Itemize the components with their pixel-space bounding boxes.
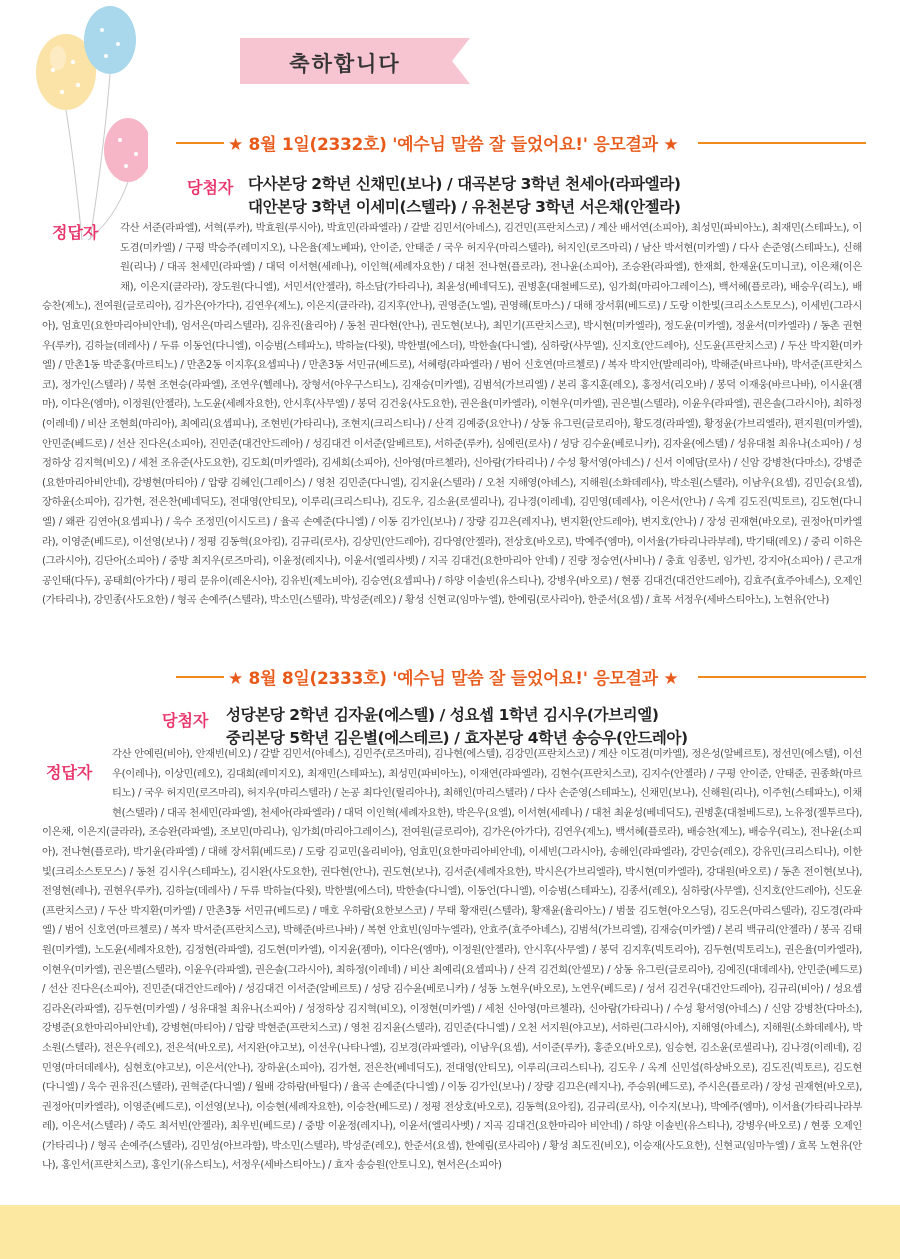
section2-winners-line2: 중리본당 5학년 김은별(에스테르) / 효자본당 4학년 송승우(안드레아) [226, 729, 688, 747]
divider [176, 676, 224, 678]
section1-answers [42, 219, 862, 639]
section2-answers-text: 각산 안예린(비아), 안재빈(비오) / 갈밭 김민서(아녜스), 김민주(로즈마리), 김나현(에스텔), 김강민(프란치스코) / 계산 이도겸(미카엘), 정은성(알베르토), 정선민(에스텔), 이선우(이레나), 이상민(레오), 김대희(레미지오), 최재민(스테파노), 최성민(파비아노), 이재연(라파엘라), 김현수(프란치스코), 김지수(안젤라) / 구평 안이준, 안태준, 권종화(마르티노) / 국우 허지민(로즈마리), 허지우(마리스텔라) / 논공 최다인(릴리아나), 최해인(마리스텔라) / 다사 손준영(스테파노), 신채민(보나), 신해원(리나), 이주헌(스테파노), 이채현(스텔라) / 대곡 천세민(라파엘), 천세아(라파엘라) / 대덕 이인혁(세례자요한), 박은우(요엘), 이서현(세레나) / 대천 최윤성(베네딕도), 권병훈(대철베드로), 노유정(젤투르다), 이은채, 이은지(클라라), 조승완(라파엘), 조보민(마리나), 임가희(마리아그레이스), 전여원(글로리아), 김가은(아가다), 김연우(제노), 백서혜(플로라), 배승찬(제노), 배승우(리노), 전나윤(소피아), 전나현(플로라), 박기윤(라파엘) / 대해 장서휘(베드로) / 도랑 김교민(올리비아), 엄효민(요한마리아비안네), 이세빈(그라시아), 송해인(라파엘라), 강민승(레오), 강유민(크리스티나), 이한빛(크리소스토모스) / 동천 김시우(스테파노), 김시완(사도요한), 권다현(안나), 권도현(보나), 김서준(세례자요한), 박시은(가브리엘라), 박시현(미카엘라), 강대원(바오로) / 동촌 전이현(보나), 전영현(레나), 권현우(루카), 김하늘(데레사) / 두류 박하늘(다윗), 박한별(에스더), 박한솔(다니엘), 이동언(다니엘), 이승범(스테파노), 김종서(레오), 심하랑(사무엘), 신지호(안드레아), 신도윤(프란치스코) / 두산 박지환(미카엘) / 만촌3동 서민규(베드로) / 매호 우하람(요한보스코) / 무태 황재린(스텔라), 황재윤(율리아노) / 범물 김도현(아오스딩), 김도은(마리스텔라), 김도경(라파엘) / 범어 신호연(마르첼로) / 복자 박서준(프란치스코), 박해준(바르나바) / 복현 안효빈(임마누엘라), 안효주(효주아녜스), 김범석(가브리엘), 김재승(미카엘) / 본리 백규리(안젤라) / 봉곡 김태원(미카엘), 노도윤(세례자요한), 김정현(라파엘), 김도현(미카엘), 이지윤(젬마), 이다은(엠마), 이정원(안젤라), 안시후(사무엘) / 봉덕 김지후(빅토리아), 김두현(빅토리노), 권은율(미카엘라), 이현우(미카엘), 권은별(스텔라), 이윤우(라파엘), 권은솔(그라시아), 최하정(이레네) / 비산 최예리(요셉피나) / 산격 김건희(안셀모) / 상동 유그린(글로리아), 김예진(대데레사), 안민준(베드로) / 선산 진다은(소피아), 진민준(대건안드레아) / 성김대건 이서준(알베르토) / 성당 김수윤(베로니카) / 성동 노현우(바오로), 노연우(베드로) / 성서 김건우(대건안드레아), 김규리(비아) / 성요셉 김라온(라파엘), 김두현(미카엘) / 성유대철 최유나(소피아) / 성정하상 김지혁(비오), 이정현(미카엘) / 세천 신아영(마르첼라), 신아람(가타리나) / 수성 황서영(아네스) / 신암 강병찬(다마소), 강병준(요한마리아비안네), 강병현(마티아) / 압량 박현준(프란치스코) / 영천 김지윤(스텔라), 김민준(다니엘) / 오천 서지원(야고보), 서하린(그라시아), 지해영(아녜스), 지해원(소화데레사), 박소원(스텔라), 전은우(레오), 전은석(바오로), 서지완(야고보), 이선우(나타나엘), 김보경(라파엘라), 이남우(요셉), 서이준(루카), 홍준오(바오로), 임승현, 김소윤(로셀리나), 김나경(이레네), 김민영(마더데레사), 심현호(야고보), 이은서(안나), 장하윤(소피아), 김가현, 전은찬(베네딕도), 전대영(안티모), 이루리(크리스티나), 김도우 / 옥계 신민섭(하상바오로), 김도진(빅토르), 김도현(다니엘) / 욱수 권유진(스텔라), 권혁준(다니엘) / 월배 강하람(바틸다) / 율곡 손예준(다니엘) / 이동 김가인(보나) / 장량 김끄은(레지나), 주승위(베드로), 주시은(플로라) / 장성 권재현(바오로), 권정아(미카엘라), 이영준(베드로), 이선영(보나), 이승현(세례자요한), 이승찬(베드로) / 정평 전상호(바오로), 김동혁(요아킴), 김규리(로사), 이수지(보나), 박예주(엠마), 이서율(가타리나라부레), 이은서(스텔라) / 죽도 최서빈(안젤라), 최우빈(베드로) / 중방 이윤정(레지나), 이윤서(엘리사벳) / 지곡 김대건(요한마리아 비안네) / 하양 이솔빈(유스티나), 강병우(바오로) / 현풍 오제인(가타리나) / 형곡 손예주(스텔라), 김민성(아브라함), 박소민(스텔라), 박성준(레오), 한준서(요셉), 한예림(로사리아) / 황성 최도진(비오), 이승재(사도요한), 신현교(임마누엘) / 효목 노현유(안나), 홍인서(프란치스코), 홍인기(유스티노), 서정우(세바스티아노) / 효자 송승원(안토니오), 현서은(소피아) [42, 748, 862, 1172]
section1-winners-line2: 대안본당 3학년 이세미(스텔라) / 유천본당 3학년 서은채(안젤라) [248, 198, 681, 216]
section2-answer-label: 정답자 [46, 763, 93, 782]
balloon-yellow-icon [36, 34, 96, 240]
section1-answers-text: 각산 서준(라파엘), 서혁(루카), 박효원(루시아), 박효민(라파엘라) / 갈밭 김민서(아녜스), 김건민(프란치스코) / 계산 배서연(소피아), 최성민(파비아노), 최재민(스테파노), 이도겸(미카엘) / 구평 박승주(레미지오), 나은율(제노베파), 안이준, 안태준 / 국우 허지우(마리스텔라), 허지인(로즈마리) / 남산 박서현(미카엘) / 다사 손준영(스테파노), 신해원(리나) / 대곡 천세민(라파엘) / 대덕 이서현(세레나), 이인혁(세례자요한) / 대천 전나현(플로라), 전나윤(소피아), 조승완(라파엘), 한재희, 한재윤(도미니코), 이은채(이은채), 이은지(클라라), 장도원(다니엘), 서민서(안젤라), 하소담(가타리나), 최윤성(베네딕도), 권병훈(대철베드로), 임가희(마리아그레이스), 백서혜(플로라), 배승우(리노), 배승찬(제노), 전여원(글로리아), 김가은(아가다), 김연우(제노), 이은지(클라라), 김지후(안나), 권영준(노엘), 권영해(토마스) / 대해 장서휘(베드로) / 도랑 이한빛(크리소스토모스), 이세빈(그라시아), 엄효민(요한마리아비안네), 엄서은(마리스텔라), 김유진(율리아) / 동천 권다현(안나), 권도현(보나), 최민기(프란치스코), 박시현(미카엘라), 정도윤(미카엘), 정윤서(미카엘라) / 동촌 권현우(루카), 김하늘(데레사) / 두류 이동언(다니엘), 이승범(스테파노), 박하늘(다윗), 박한별(에스더), 박한솔(다니엘), 심하랑(사무엘), 신지호(안드레아), 신도윤(프란치스코) / 두산 박지환(미카엘) / 만촌1동 박준홍(마르티노) / 만촌2동 이지후(요셉피나) / 만촌3동 서민규(베드로), 서혜령(라파엘라) / 범어 신호연(마르첼로) / 복자 박지안(발레리아), 박해준(바르나바), 박서준(프란치스코), 정가인(스텔라) / 북현 조현승(라파엘), 조연우(헬레나), 장형서(아우구스티노), 김재승(미카엘), 김범석(가브리엘) / 본리 홍지훈(레오), 홍정서(리오바) / 봉덕 이재웅(바르나바), 이시윤(젬마), 이다은(엠마), 이정원(안젤라), 노도윤(세례자요한), 안시후(사무엘) / 봉덕 김건웅(사도요한), 권은율(미카엘라), 이현우(미카엘), 권은별(스텔라), 이윤우(라파엘), 권은솔(그라시아), 최하정(이레네) / 비산 조현희(마리아), 최예리(요셉피나), 조현빈(가타리나), 조현지(크리스티나) / 산격 김예중(요안나) / 상동 유그린(글로리아), 황도경(라파엘), 황정윤(가브리엘라), 편지원(미카엘), 안민준(베드로) / 선산 진다은(소피아), 진민준(대건안드레아) / 성김대건 이서준(알베르토), 서하준(루카), 심예린(로사) / 성당 김수윤(베로니카), 김자윤(에스텔) / 성유대철 최유나(소피아) / 성정하상 김지혁(비오) / 세천 조유준(사도요한), 김도희(미카엘라), 김세희(소피아), 신아영(마르첼라), 신아람(가타리나) / 수성 황서영(아네스) / 신서 이예담(로사) / 신암 강병찬(다마소), 강병준(요한마리아비안네), 강병현(마티아) / 압량 김혜인(그레이스) / 영천 김민준(다니엘), 김지윤(스텔라) / 오천 지해영(아녜스), 지해원(소화데레사), 박소원(스텔라), 이남우(요셉), 김민승(요셉), 장하윤(소피아), 김가현, 전은찬(베네딕도), 전대영(안티모), 이루리(크리스티나), 김도우, 김소윤(로셀리나), 김나경(이레네), 김민영(데레사), 이은서(안나) / 옥계 김도진(빅토르), 김도현(다니엘) / 왜관 김연아(요셉피나) / 욱수 조정민(이시도르) / 율곡 손예준(다니엘) / 이동 김가인(보나) / 장량 김끄은(레지나), 변지환(안드레아), 변지호(안나) / 장성 권재현(바오로), 권정아(미카엘라), 이영준(베드로), 이선영(보나) / 정평 김동혁(요아킴), 김규리(로사), 김상민(안드레아), 김다영(안젤라), 전상호(바오로), 박예주(엠마), 이서율(가타리나라부레), 박기태(레오) / 중리 이하은(그라시아), 김단아(소피아) / 중방 최지우(로즈마리), 이윤정(레지나), 이윤서(엘리사벳) / 지곡 김대건(요한마리아 안네) / 진량 정승연(사비나) / 충효 임종빈, 임가빈, 강지아(소피아) / 큰고개 공인태(다두), 공태희(아가다) / 평리 문유이(레온시아), 김유빈(제노비아), 김승연(요셉피나) / 하양 이솔빈(유스티나), 강병우(바오로) / 현풍 김대건(대건안드레아), 김효주(효주아녜스), 오제인(가타리나), 강민종(사도요한) / 형곡 손예주(스텔라), 박소민(스텔라), 박성준(레오) / 황성 신현교(임마누엘), 한예림(로사리아), 한준서(요셉) / 효목 서정우(세바스티아노), 노현유(안나) [42, 222, 862, 607]
banner-title: 축하합니다 [289, 52, 401, 76]
section1-heading-bar [176, 128, 866, 158]
divider [698, 676, 866, 678]
section1-winners-line1: 다사본당 2학년 신채민(보나) / 대곡본당 3학년 천세아(라파엘라) [248, 175, 681, 193]
section2-answers [42, 745, 862, 1200]
section2-heading: ★ 8월 8일(2333호) '예수님 말씀 잘 들었어요!' 응모결과 ★ [228, 669, 679, 689]
section2-winners-line1: 성당본당 2학년 김자윤(에스텔) / 성요셉 1학년 김시우(가브리엘) [226, 706, 659, 724]
section1-heading: ★ 8월 1일(2332호) '예수님 말씀 잘 들었어요!' 응모결과 ★ [228, 135, 679, 155]
divider [176, 142, 224, 144]
section1-answer-label: 정답자 [52, 223, 99, 242]
section1-winner-label: 당첨자 [187, 178, 234, 197]
section2-winner-label: 당첨자 [162, 711, 209, 730]
divider [698, 142, 866, 144]
footer-band [0, 1205, 900, 1259]
section2-heading-bar [176, 662, 866, 692]
